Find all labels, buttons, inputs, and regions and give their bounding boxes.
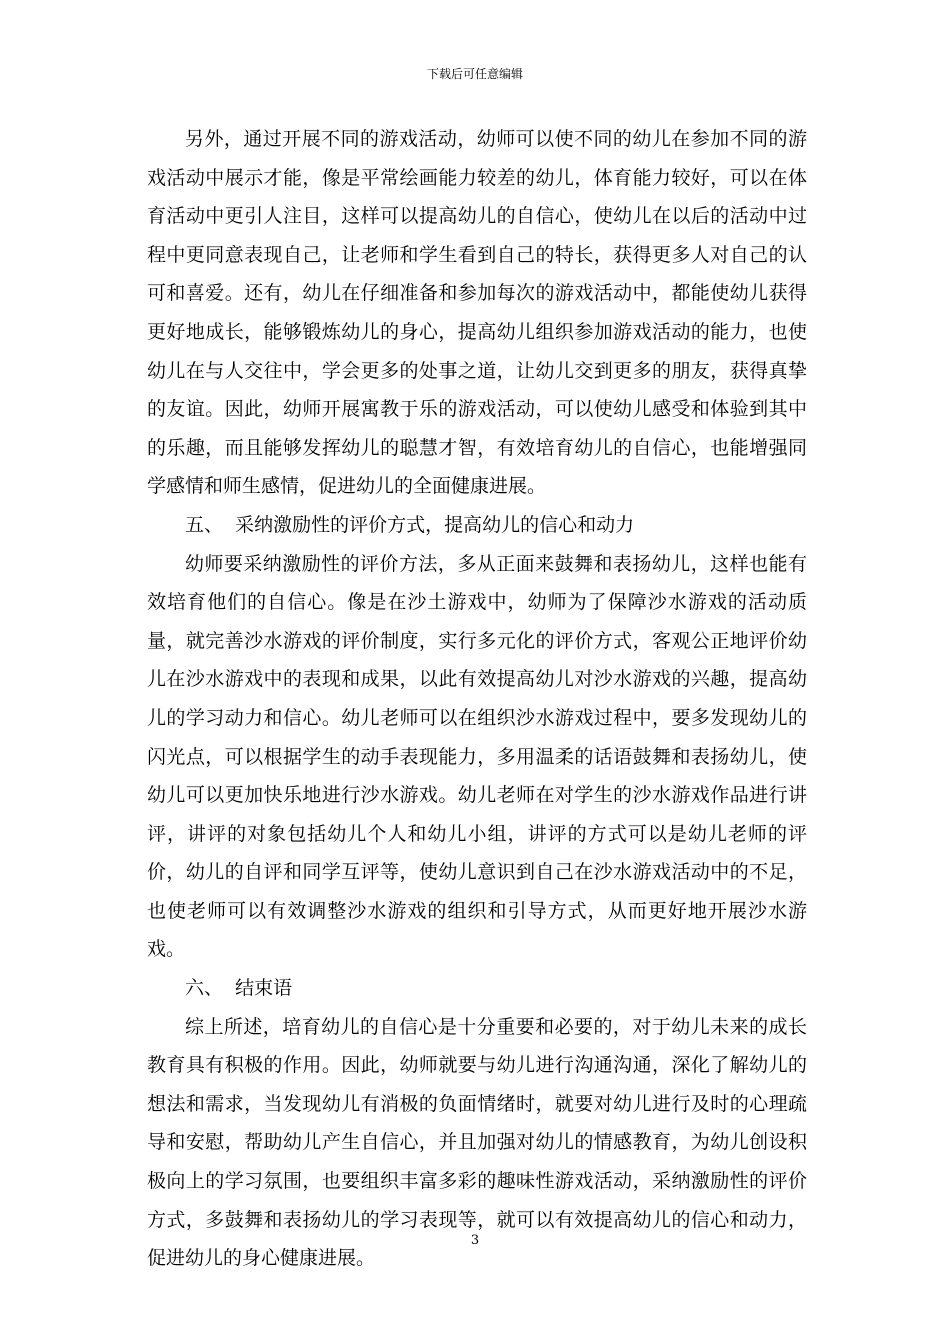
- page-number: 3: [470, 1233, 480, 1248]
- paragraph-conclusion: 综上所述，培育幼儿的自信心是十分重要和必要的，对于幼儿未来的成长教育具有积极的作用。因此，幼师就要与幼儿进行沟通沟通，深化了解幼儿的想法和需求，当发现幼儿有消极的负面情绪时，就要对幼儿进行及时的心理疏导和安慰，帮助幼儿产生自信心，并且加强对幼儿的情感教育，为幼儿创设积极向上的学习氛围，也要组织丰富多彩的趣味性游戏活动，采纳激励性的评价方式，多鼓舞和表扬幼儿的学习表现等，就可以有效提高幼儿的信心和动力，促进幼儿的身心健康进展。: [147, 1015, 807, 1270]
- document-body: [147, 120, 807, 1278]
- paragraph-evaluation: 幼师要采纳激励性的评价方法，多从正面来鼓舞和表扬幼儿，这样也能有效培育他们的自信心。像是在沙土游戏中，幼师为了保障沙水游戏的活动质量，就完善沙水游戏的评价制度，实行多元化的评价方式，客观公正地评价幼儿在沙水游戏中的表现和成果，以此有效提高幼儿对沙水游戏的兴趣，提高幼儿的学习动力和信心。幼儿老师可以在组织沙水游戏过程中，要多发现幼儿的闪光点，可以根据学生的动手表现能力，多用温柔的话语鼓舞和表扬幼儿，使幼儿可以更加快乐地进行沙水游戏。幼儿老师在对学生的沙水游戏作品进行讲评，讲评的对象包括幼儿个人和幼儿小组，讲评的方式可以是幼儿老师的评价，幼儿的自评和同学互评等，使幼儿意识到自己在沙水游戏活动中的不足，也使老师可以有效调整沙水游戏的组织和引导方式，从而更好地开展沙水游戏。: [147, 552, 807, 961]
- section-heading-6: 六、 结束语: [185, 977, 293, 1000]
- section-heading-5: 五、 采纳激励性的评价方式，提高幼儿的信心和动力: [185, 513, 635, 536]
- paragraph-games: 另外，通过开展不同的游戏活动，幼师可以使不同的幼儿在参加不同的游戏活动中展示才能，像是平常绘画能力较差的幼儿，体育能力较好，可以在体育活动中更引人注目，这样可以提高幼儿的自信心，使幼儿在以后的活动中过程中更同意表现自己，让老师和学生看到自己的特长，获得更多人对自己的认可和喜爱。还有，幼儿在仔细准备和参加每次的游戏活动中，都能使幼儿获得更好地成长，能够锻炼幼儿的身心，提高幼儿组织参加游戏活动的能力，也使幼儿在与人交往中，学会更多的处事之道，让幼儿交到更多的朋友，获得真挚的友谊。因此，幼师开展寓教于乐的游戏活动，可以使幼儿感受和体验到其中的乐趣，而且能够发挥幼儿的聪慧才智，有效培育幼儿的自信心，也能增强同学感情和师生感情，促进幼儿的全面健康进展。: [147, 128, 807, 498]
- page-header-note: 下载后可任意编辑: [426, 67, 523, 81]
